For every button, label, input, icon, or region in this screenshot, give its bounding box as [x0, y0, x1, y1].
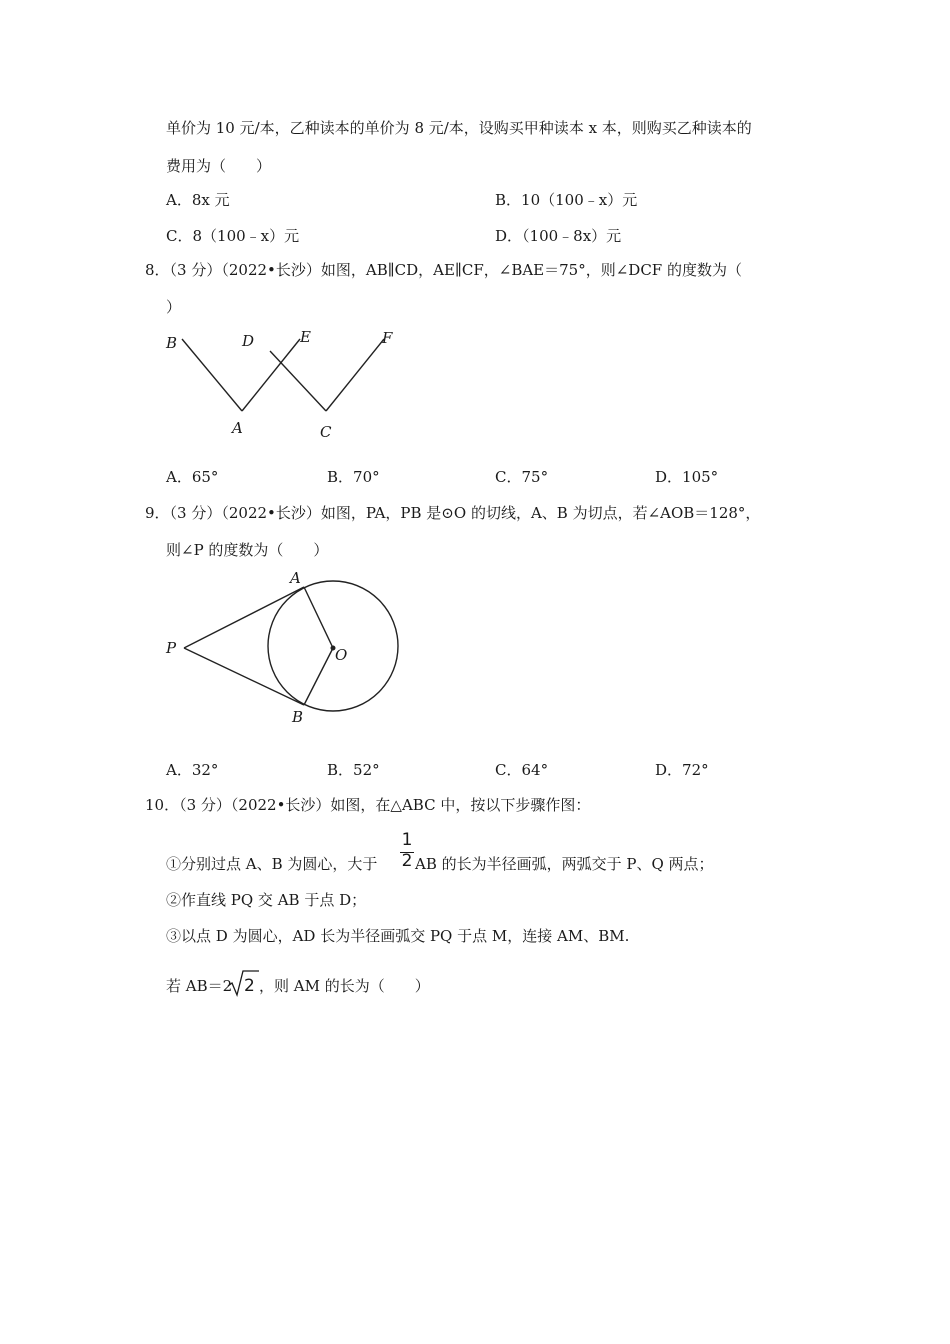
q9-label-a: A	[290, 569, 301, 587]
q9-figure	[160, 568, 410, 728]
q9-option-d[interactable]: D．72°	[655, 761, 709, 779]
q10-fraction-numerator: 1	[401, 830, 413, 850]
q9-label-b: B	[292, 708, 304, 726]
q10-radicand: 2	[244, 976, 255, 996]
q9-option-a[interactable]: A．32°	[166, 761, 219, 779]
q8-label-c: C	[320, 423, 332, 441]
q8-label-a: A	[232, 419, 243, 437]
q8-label-d: D	[242, 332, 255, 350]
q9-tangent-pb	[184, 648, 304, 705]
q8-label-f: F	[382, 329, 393, 347]
q8-option-b[interactable]: B．70°	[327, 468, 380, 486]
q10-final-pre: 若 AB＝2	[166, 977, 233, 995]
q7-option-d[interactable]: D．（100﹣8x）元	[495, 227, 622, 245]
q8-label-b: B	[166, 334, 178, 352]
q8-segment-cf	[326, 339, 384, 411]
q8-figure	[160, 325, 410, 445]
q9-label-o: O	[335, 646, 348, 664]
q8-stem-line2: ）	[166, 298, 182, 316]
q10-step3: ③以点 D 为圆心，AD 长为半径画弧交 PQ 于点 M，连接 AM、BM.	[166, 927, 630, 945]
q9-radius-ob	[304, 648, 333, 705]
q9-radius-oa	[304, 587, 333, 648]
q7-stem-line1: 单价为 10 元/本，乙种读本的单价为 8 元/本，设购买甲种读本 x 本，则购买乙种读本的	[166, 119, 752, 137]
q10-fraction-denominator: 2	[401, 851, 413, 871]
q9-stem-line2: 则∠P 的度数为（ ）	[166, 541, 329, 559]
q7-stem-line2: 费用为（ ）	[166, 157, 272, 175]
q8-segment-ba	[182, 339, 242, 411]
q9-tangent-pa	[184, 587, 304, 648]
q8-option-a[interactable]: A．65°	[166, 468, 219, 486]
q10-step2: ②作直线 PQ 交 AB 于点 D；	[166, 891, 367, 909]
q7-option-c[interactable]: C．8（100﹣x）元	[166, 227, 300, 245]
q10-final-post: ，则 AM 的长为（ ）	[259, 977, 430, 995]
q9-option-b[interactable]: B．52°	[327, 761, 380, 779]
q9-stem-line1: 9．（3 分）（2022•长沙）如图，PA，PB 是⊙O 的切线，A、B 为切点，若∠AOB＝128°，	[145, 504, 761, 522]
q10-step1-pre: ①分别过点 A、B 为圆心，大于	[166, 855, 378, 873]
q10-step1-post: AB 的长为半径画弧，两弧交于 P、Q 两点；	[415, 855, 714, 873]
q10-stem-line1: 10．（3 分）（2022•长沙）如图，在△ABC 中，按以下步骤作图：	[145, 796, 591, 814]
q8-segment-dc	[270, 351, 326, 411]
q9-option-c[interactable]: C．64°	[495, 761, 549, 779]
q8-stem-line1: 8．（3 分）（2022•长沙）如图，AB∥CD，AE∥CF，∠BAE＝75°，则∠DCF 的度数为（	[145, 261, 742, 279]
q7-option-a[interactable]: A．8x 元	[166, 191, 230, 209]
sqrt-symbol-icon	[226, 968, 260, 998]
q8-option-d[interactable]: D．105°	[655, 468, 719, 486]
q8-option-c[interactable]: C．75°	[495, 468, 549, 486]
q8-label-e: E	[300, 328, 311, 346]
q9-label-p: P	[166, 639, 177, 657]
q7-option-b[interactable]: B．10（100﹣x）元	[495, 191, 638, 209]
